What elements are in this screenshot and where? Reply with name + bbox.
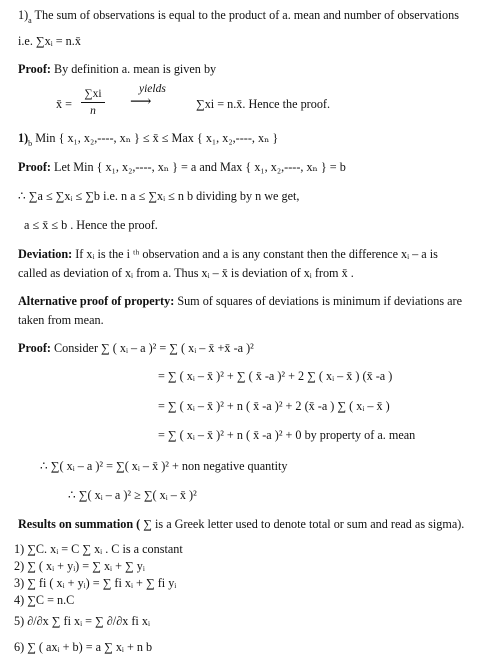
item1 xyxy=(18,8,459,24)
result-item: 4) ∑C = n.C xyxy=(14,593,75,607)
proof2-text: Let Min { x₁, x₂,----, xₙ } = a and Max { x₁, x₂,----, xₙ } = b xyxy=(54,160,346,174)
yields-arrow: ⟶ xyxy=(130,94,152,110)
therefore-line: ∴ ∑a ≤ ∑xᵢ ≤ ∑b i.e. n a ≤ ∑xᵢ ≤ n b dividing by n we get, xyxy=(18,189,300,203)
alt-proof-line2: taken from mean. xyxy=(18,313,104,327)
proof3-line2: = ∑ ( xᵢ – x̄ )² + ∑ ( x̄ -a )² + 2 ∑ ( xᵢ – x̄ ) (x̄ -a ) xyxy=(158,369,393,383)
proof2-label: Proof: xyxy=(18,160,51,174)
proof1 xyxy=(18,62,216,77)
results-label: Results on summation ( xyxy=(18,517,141,531)
results-note: ∑ is a Greek letter used to denote total or sum and read as sigma). xyxy=(143,517,465,531)
item2-marker: b xyxy=(28,139,33,148)
alt-proof-label: Alternative proof of property: xyxy=(18,294,175,308)
result-item: 3) ∑ fi ( xᵢ + yᵢ) = ∑ fi xᵢ + ∑ fi yᵢ xyxy=(14,576,177,590)
item1-number: 1) xyxy=(18,8,29,22)
item1-marker: a xyxy=(28,16,32,25)
proof3-line4: = ∑ ( xᵢ – x̄ )² + n ( x̄ -a )² + 0 by property of a. mean xyxy=(158,428,416,442)
result-item: 2) ∑ ( xᵢ + yᵢ) = ∑ xᵢ + ∑ yᵢ xyxy=(14,559,145,573)
results-heading xyxy=(18,517,464,532)
proof1-label: Proof: xyxy=(18,62,51,76)
proof3-label: Proof: xyxy=(18,341,51,355)
mean-denominator: n xyxy=(90,105,96,117)
result-item: 1) ∑C. xᵢ = C ∑ xᵢ . C is a constant xyxy=(14,542,183,556)
alt-proof-line1 xyxy=(18,294,462,309)
item2-number: 1) xyxy=(18,131,29,145)
proof3-line5: ∴ ∑( xᵢ – a )² = ∑( xᵢ – x̄ )² + non negative quantity xyxy=(40,459,288,473)
deviation-line2: called as deviation of xᵢ from a. Thus xᵢ – x̄ is deviation of xᵢ from x̄ . xyxy=(18,266,354,280)
proof3-line6: ∴ ∑( xᵢ – a )² ≥ ∑( xᵢ – x̄ )² xyxy=(68,488,197,502)
proof3-line1 xyxy=(18,341,254,356)
item2-text: Min { x₁, x₂,----, xₙ } ≤ x̄ ≤ Max { x₁, x₂,----, xₙ } xyxy=(35,131,279,145)
alt-proof-text1: Sum of squares of deviations is minimum if deviations are xyxy=(177,294,462,308)
proof1-text: By definition a. mean is given by xyxy=(54,62,217,76)
ie-line: i.e. ∑xᵢ = n.x̄ xyxy=(18,34,81,48)
conclusion-line: a ≤ x̄ ≤ b . Hence the proof. xyxy=(24,218,158,232)
mean-result: ∑xi = n.x̄. Hence the proof. xyxy=(196,97,331,111)
arrow-label: yields xyxy=(139,83,166,95)
deviation-label: Deviation: xyxy=(18,247,73,261)
mean-numerator: ∑xi xyxy=(84,88,102,100)
deviation-line1 xyxy=(18,247,438,262)
deviation-text1: If xᵢ is the i ᵗʰ observation and a is any constant then the difference xᵢ – a is xyxy=(75,247,438,261)
result-item: 5) ∂/∂x ∑ fi xᵢ = ∑ ∂/∂x fi xᵢ xyxy=(14,614,150,628)
mean-lhs: x̄ = xyxy=(56,97,73,111)
proof3-text1: Consider ∑ ( xᵢ – a )² = ∑ ( xᵢ – x̄ +x̄ -a )² xyxy=(54,341,254,355)
item2 xyxy=(18,131,278,147)
mean-fraction-bar xyxy=(81,102,105,103)
result-item: 6) ∑ ( axᵢ + b) = a ∑ xᵢ + n b xyxy=(14,640,153,654)
proof3-line3: = ∑ ( xᵢ – x̄ )² + n ( x̄ -a )² + 2 (x̄ -a ) ∑ ( xᵢ – x̄ ) xyxy=(158,399,390,413)
proof2 xyxy=(18,160,346,175)
item1-text: The sum of observations is equal to the product of a. mean and number of observations xyxy=(34,8,459,22)
